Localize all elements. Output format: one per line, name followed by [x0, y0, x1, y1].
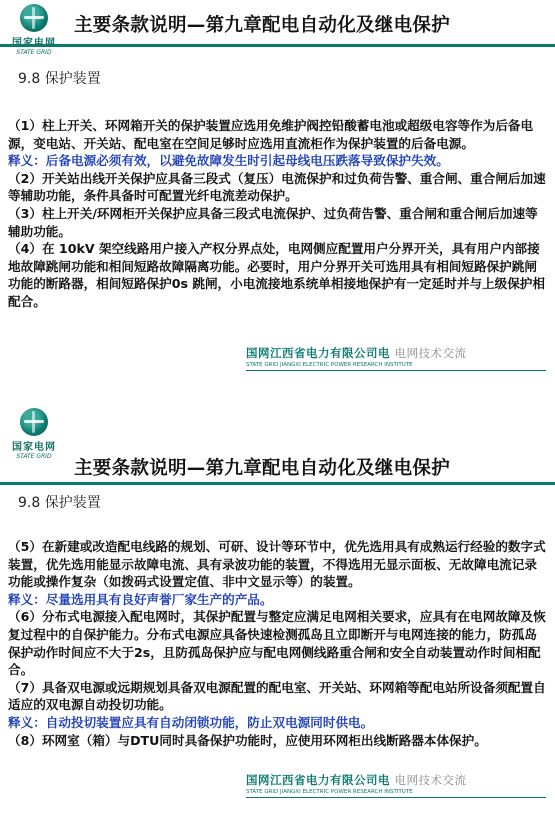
- clause-paragraph: （2）开关站出线开关保护应具备三段式（复压）电流保护和过负荷告警、重合闸、重合闸后加速等辅助功能，条件具备时可配置光纤电流差动保护。: [8, 170, 546, 204]
- footer-company: 国网江西省电力有限公司电 电网技术交流: [246, 346, 467, 360]
- clause-paragraph: （4）在 10kV 架空线路用户接入产权分界点处，电网侧应配置用户分界开关，具有用户内部接地故障跳闸功能和相间短路故障隔离功能。必要时，用户分界开关可选用具有相间短路保护跳闸功能的断路器，相间短路保护0s 跳闸，小电流接地系统单相接地保护有一定延时并与上级保护相配合。: [8, 241, 545, 309]
- slide-title: 主要条款说明—第九章配电自动化及继电保护: [74, 458, 451, 479]
- section-heading: 9.8 保护装置: [18, 495, 101, 511]
- logo-name-cn: 国家电网: [12, 442, 56, 453]
- explanation-paragraph: 释义：尽量选用具有良好声誉厂家生产的产品。: [8, 591, 273, 607]
- slide-2-body: [8, 538, 548, 749]
- slide-2: [0, 404, 555, 815]
- watermark: 电网技术交流: [394, 346, 467, 360]
- clause-paragraph: （1）柱上开关、环网箱开关的保护装置应选用免维护阀控铅酸蓄电池或超级电容等作为后备电源，变电站、开关站、配电室在空间足够时应选用直流柜作为保护装置的后备电源。: [8, 118, 534, 151]
- clause-paragraph: （5）在新建或改造配电线路的规划、可研、设计等环节中，优先选用具有成熟运行经验的数字式装置，优先选用能显示故障电流、具有录波功能的装置，不得选用无显示面板、无故障电流记录功能或操作复杂（如拨码式设置定值、非中文显示等）的装置。: [8, 539, 546, 590]
- clause-paragraph: （6）分布式电源接入配电网时，其保护配置与整定应满足电网相关要求，应具有在电网故障及恢复过程中的自保护能力。分布式电源应具备快速检测孤岛且立即断开与电网连接的能力，防孤岛保护动作时间应不大于2s，且防孤岛保护应与配电网侧线路重合闸和安全自动装置动作时间相配合。: [8, 609, 546, 678]
- slide-title: 主要条款说明—第九章配电自动化及继电保护: [74, 15, 451, 36]
- title-rule: [0, 482, 555, 485]
- logo: [6, 4, 62, 56]
- footer-rule: [246, 370, 546, 371]
- watermark: 电网技术交流: [394, 773, 467, 787]
- state-grid-globe-icon: [20, 4, 48, 32]
- logo-name-en: STATE GRID: [16, 453, 52, 460]
- slide-1-body: [8, 117, 548, 311]
- footer-company-en: STATE GRID JIANGXI ELECTRIC POWER RESEARCH INSTITUTE: [246, 789, 413, 795]
- state-grid-globe-icon: [20, 408, 48, 436]
- footer-rule: [246, 797, 546, 798]
- section-heading: 9.8 保护装置: [18, 71, 101, 87]
- clause-paragraph: （3）柱上开关/环网柜开关保护应具备三段式电流保护、过负荷告警、重合闸和重合闸后加速等辅助功能。: [8, 205, 538, 239]
- footer: [246, 772, 546, 798]
- slide-gap: [0, 392, 555, 404]
- footer-company-en: STATE GRID JIANGXI ELECTRIC POWER RESEARCH INSTITUTE: [246, 362, 413, 368]
- clause-paragraph: （8）环网室（箱）与DTU同时具备保护功能时，应使用环网柜出线断路器本体保护。: [8, 732, 487, 748]
- logo: [6, 408, 62, 460]
- title-rule: [0, 44, 555, 47]
- footer: [246, 345, 546, 371]
- slide-1: [0, 0, 555, 392]
- logo-name-en: STATE GRID: [16, 49, 52, 56]
- footer-company: 国网江西省电力有限公司电 电网技术交流: [246, 773, 467, 787]
- clause-paragraph: （7）具备双电源或远期规划具备双电源配置的配电室、开关站、环网箱等配电站所设备须配置自适应的双电源自动投切功能。: [8, 679, 546, 713]
- explanation-paragraph: 释义：自动投切装置应具有自动闭锁功能，防止双电源同时供电。: [8, 714, 374, 730]
- explanation-paragraph: 释义：后备电源必须有效，以避免故障发生时引起母线电压跌落导致保护失效。: [8, 153, 449, 169]
